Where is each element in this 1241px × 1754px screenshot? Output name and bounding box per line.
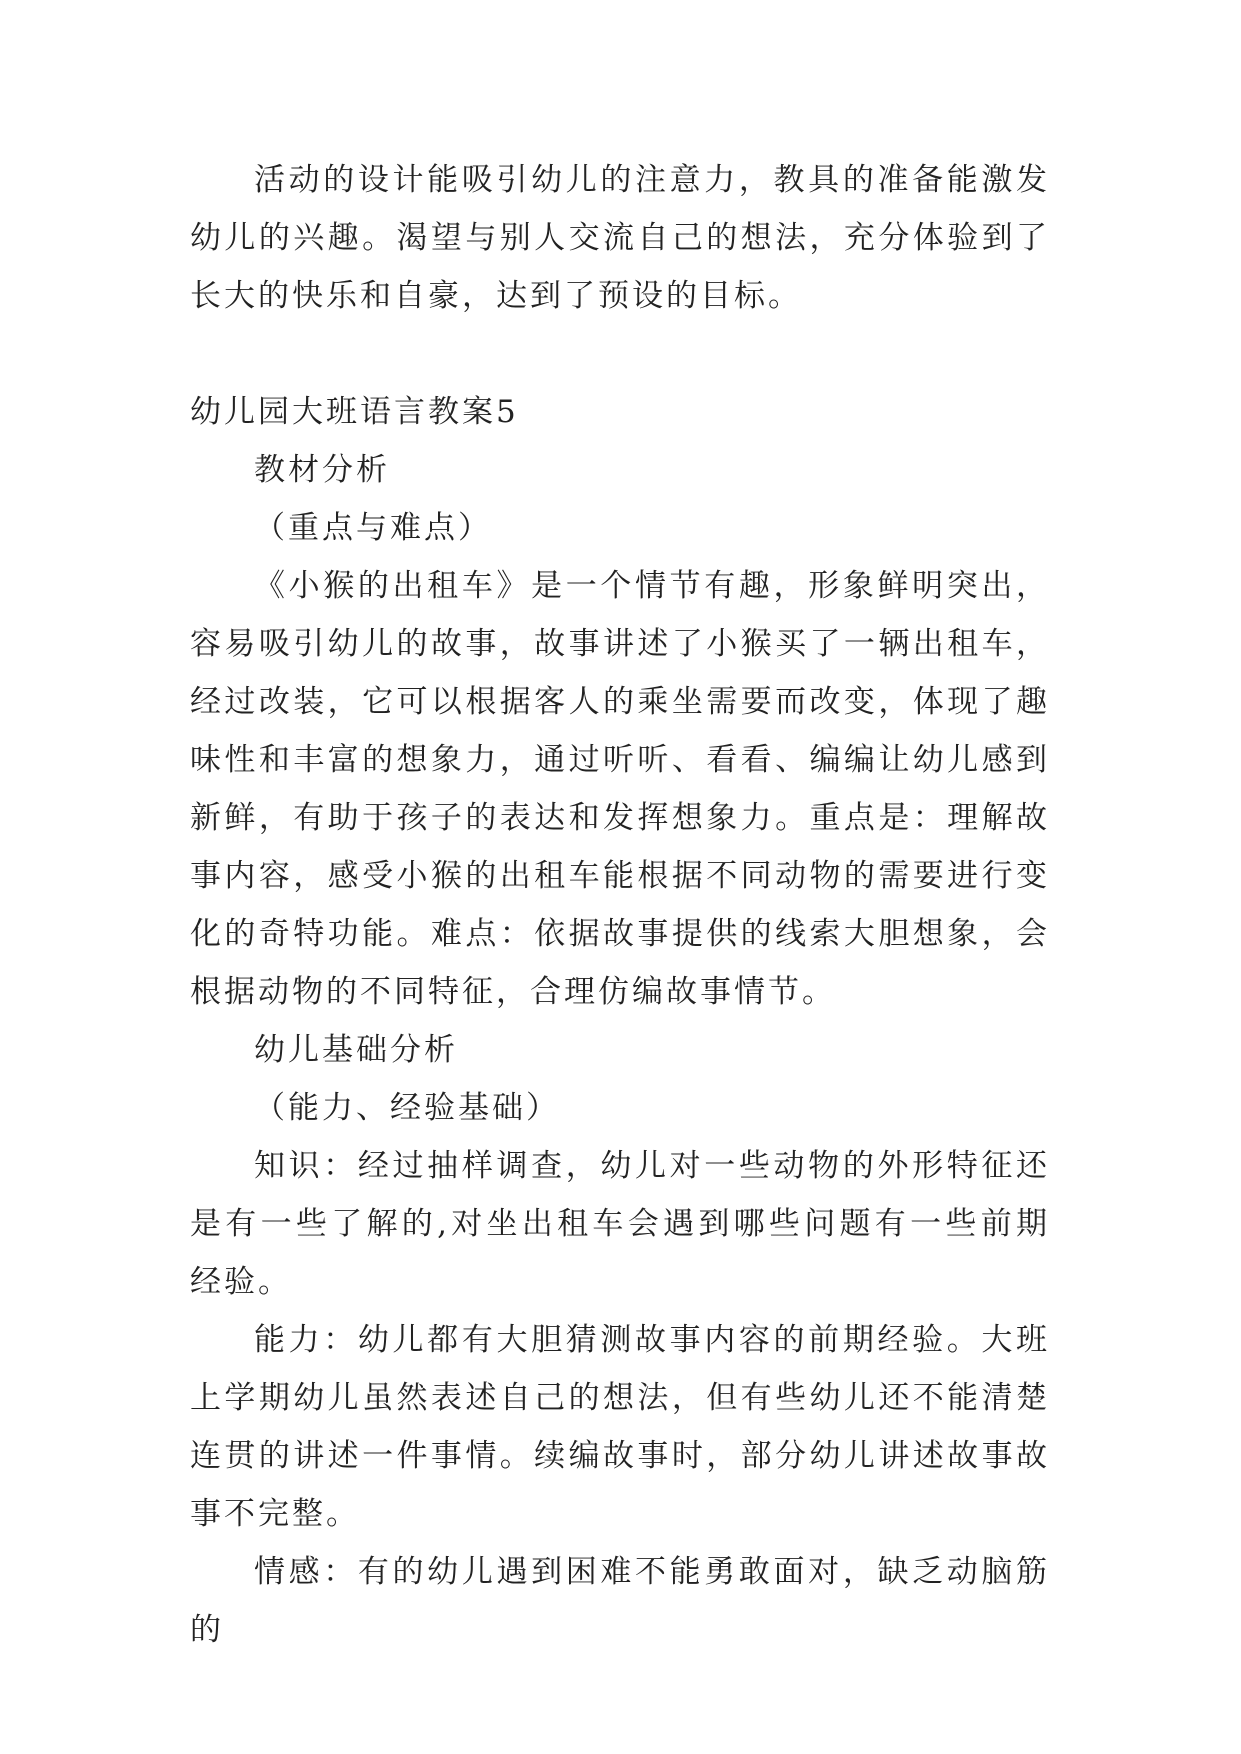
subheading-key-points: （重点与难点） bbox=[254, 510, 492, 546]
subheading-ability-experience: （能力、经验基础） bbox=[254, 1090, 560, 1126]
paragraph-material-analysis: 《小猴的出租车》是一个情节有趣，形象鲜明突出，容易吸引幼儿的故事，故事讲述了小猴买了一辆出租车，经过改装，它可以根据客人的乘坐需要而改变，体现了趣味性和丰富的想象力，通过听听、看看、编编让幼儿感到新鲜，有助于孩子的表达和发挥想象力。重点是：理解故事内容，感受小猴的出租车能根据不同动物的需要进行变化的奇特功能。难点：依据故事提供的线索大胆想象，会根据动物的不同特征，合理仿编故事情节。 bbox=[190, 568, 1050, 1010]
heading-child-analysis: 幼儿基础分析 bbox=[254, 1032, 458, 1068]
heading-material-analysis: 教材分析 bbox=[254, 452, 390, 488]
paragraph-activity-summary: 活动的设计能吸引幼儿的注意力，教具的准备能激发幼儿的兴趣。渴望与别人交流自己的想法，充分体验到了长大的快乐和自豪，达到了预设的目标。 bbox=[190, 162, 1050, 314]
blank-line bbox=[190, 325, 1050, 383]
section-title: 幼儿园大班语言教案5 bbox=[190, 394, 519, 430]
document-body bbox=[190, 151, 1050, 1659]
paragraph-emotion: 情感：有的幼儿遇到困难不能勇敢面对，缺乏动脑筋的 bbox=[190, 1554, 1050, 1648]
paragraph-knowledge: 知识：经过抽样调查，幼儿对一些动物的外形特征还是有一些了解的,对坐出租车会遇到哪些问题有一些前期经验。 bbox=[190, 1148, 1050, 1300]
paragraph-ability: 能力：幼儿都有大胆猜测故事内容的前期经验。大班上学期幼儿虽然表述自己的想法，但有些幼儿还不能清楚连贯的讲述一件事情。续编故事时，部分幼儿讲述故事故事不完整。 bbox=[190, 1322, 1050, 1532]
